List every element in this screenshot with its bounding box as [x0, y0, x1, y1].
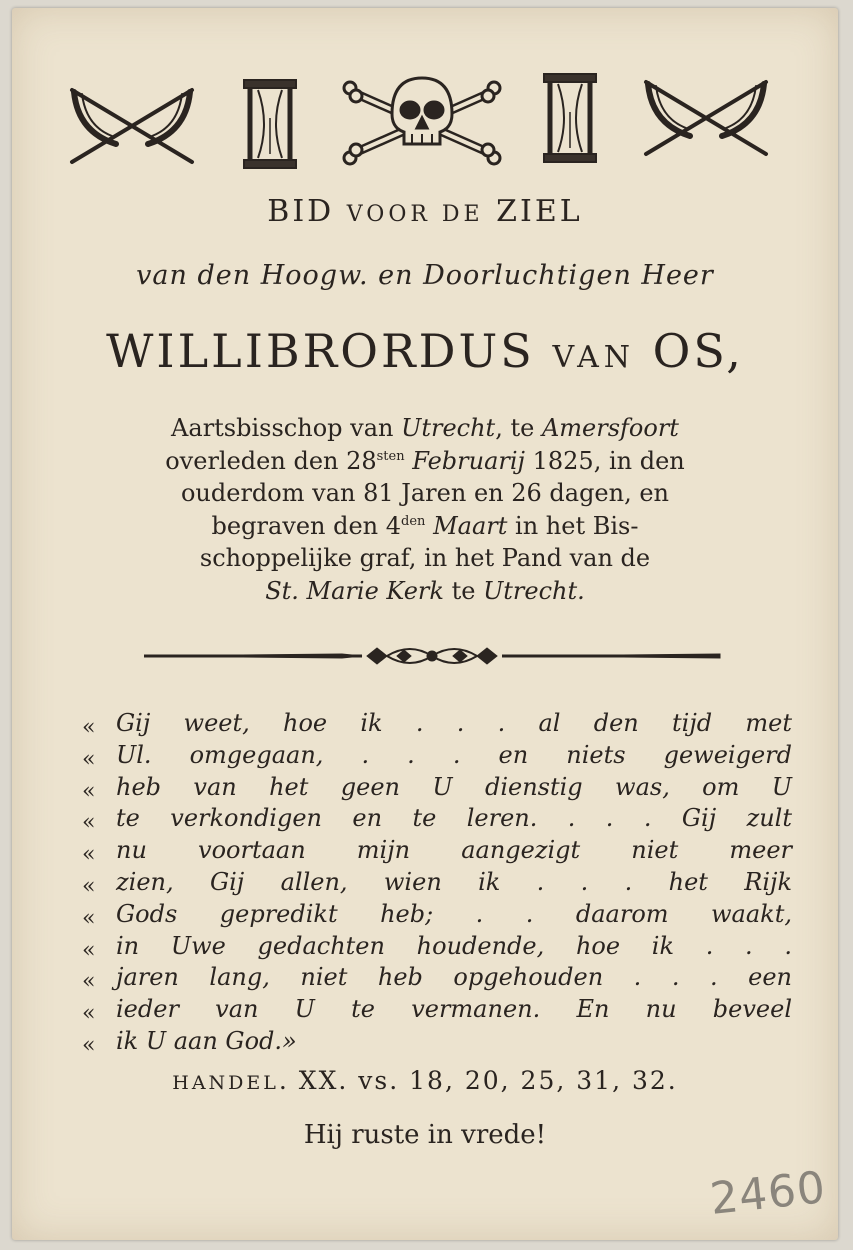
month-maart: Maart: [433, 511, 508, 540]
quote-text: ieder van U te vermanen. En nu beveel: [116, 995, 792, 1024]
ornament-row: [12, 68, 838, 178]
quote-line: [82, 708, 792, 740]
quote-line: [82, 740, 792, 772]
deceased-name: [12, 324, 838, 378]
guillemet: «: [82, 746, 96, 772]
subtitle: van den Hoogw. en Doorluchtigen Heer: [136, 260, 714, 291]
bio-line: [12, 412, 838, 445]
guillemet: «: [82, 715, 96, 740]
church-name: St. Marie Kerk: [265, 576, 444, 605]
ornamental-divider: [142, 642, 722, 672]
bio-line: schoppelijke graf, in het Pand van de: [199, 544, 651, 572]
bio-text: te: [451, 576, 476, 605]
biography: [12, 412, 838, 607]
place-utrecht: Utrecht: [401, 414, 496, 442]
inventory-number: 2460: [707, 1162, 829, 1225]
ordinal-suffix: den: [401, 513, 426, 529]
reference-book: HANDEL: [172, 1072, 279, 1094]
guillemet: «: [82, 905, 96, 931]
skull-and-crossbones-icon: [342, 70, 502, 166]
bio-text: in het Bis-: [515, 511, 639, 540]
hourglass-icon: [242, 78, 298, 170]
name-van: VAN: [552, 340, 635, 375]
crossed-scythes-icon: [642, 74, 770, 158]
quote-text: Gij weet, hoe ik . . . al den tijd met: [116, 709, 792, 737]
reference-verses: . XX. vs. 18, 20, 25, 31, 32.: [278, 1066, 678, 1095]
quote-text: te verkondigen en te leren. . . . Gij zult: [116, 804, 792, 833]
guillemet: «: [82, 778, 96, 804]
month-februarij: Februarij: [412, 446, 525, 475]
quote-line: [82, 931, 792, 963]
name-last: OS,: [652, 324, 744, 378]
quote-text: ik U aan God.»: [116, 1026, 297, 1055]
guillemet: «: [82, 1001, 96, 1027]
heading-voor-de: VOOR DE: [346, 202, 484, 227]
quote-text: Gods gepredikt heb; . . daarom waakt,: [116, 899, 792, 928]
guillemet: «: [82, 969, 96, 995]
place-amersfoort: Amersfoort: [541, 414, 679, 442]
quote-line: [82, 803, 792, 835]
guillemet: «: [82, 842, 96, 868]
crossed-scythes-icon: [68, 82, 196, 166]
quote-text: Ul. omgegaan, . . . en niets geweigerd: [116, 740, 792, 769]
closing-line: Hij ruste in vrede!: [303, 1120, 547, 1150]
heading-ziel: ZIEL: [496, 194, 583, 229]
bio-line: [12, 445, 838, 478]
bio-text: 1825, in den: [532, 446, 685, 475]
guillemet: «: [82, 810, 96, 836]
quote-text: in Uwe gedachten houdende, hoe ik . . .: [116, 931, 792, 960]
heading: [12, 194, 838, 229]
guillemet: «: [82, 1032, 96, 1058]
scripture-quote: [82, 708, 792, 1058]
quote-line: [82, 899, 792, 931]
bio-text: Aartsbisschop van: [171, 414, 394, 442]
quote-text: zien, Gij allen, wien ik . . . het Rijk: [116, 867, 792, 896]
quote-text: nu voortaan mijn aangezigt niet meer: [116, 836, 792, 865]
quote-line: [82, 962, 792, 994]
bio-text: , te: [495, 414, 535, 442]
quote-text: jaren lang, niet heb opgehouden . . . een: [116, 963, 792, 992]
hourglass-icon: [542, 72, 598, 164]
quote-line: [82, 1026, 792, 1058]
bio-text: overleden den 28: [165, 446, 377, 475]
quote-line: [82, 994, 792, 1026]
bio-line: [12, 575, 838, 608]
bio-text: begraven den 4: [211, 511, 402, 540]
bio-line: [12, 510, 838, 543]
guillemet: «: [82, 873, 96, 899]
scripture-reference: [12, 1066, 838, 1095]
guillemet: «: [82, 937, 96, 963]
ordinal-suffix: sten: [376, 448, 405, 464]
place-utrecht: Utrecht.: [483, 576, 585, 605]
prayer-card: [12, 8, 838, 1240]
heading-bid: BID: [267, 194, 335, 229]
quote-line: [82, 772, 792, 804]
quote-line: [82, 867, 792, 899]
bio-line: ouderdom van 81 Jaren en 26 dagen, en: [180, 479, 670, 507]
quote-line: [82, 835, 792, 867]
name-first: WILLIBRORDUS: [106, 324, 535, 378]
quote-text: heb van het geen U dienstig was, om U: [116, 772, 792, 801]
